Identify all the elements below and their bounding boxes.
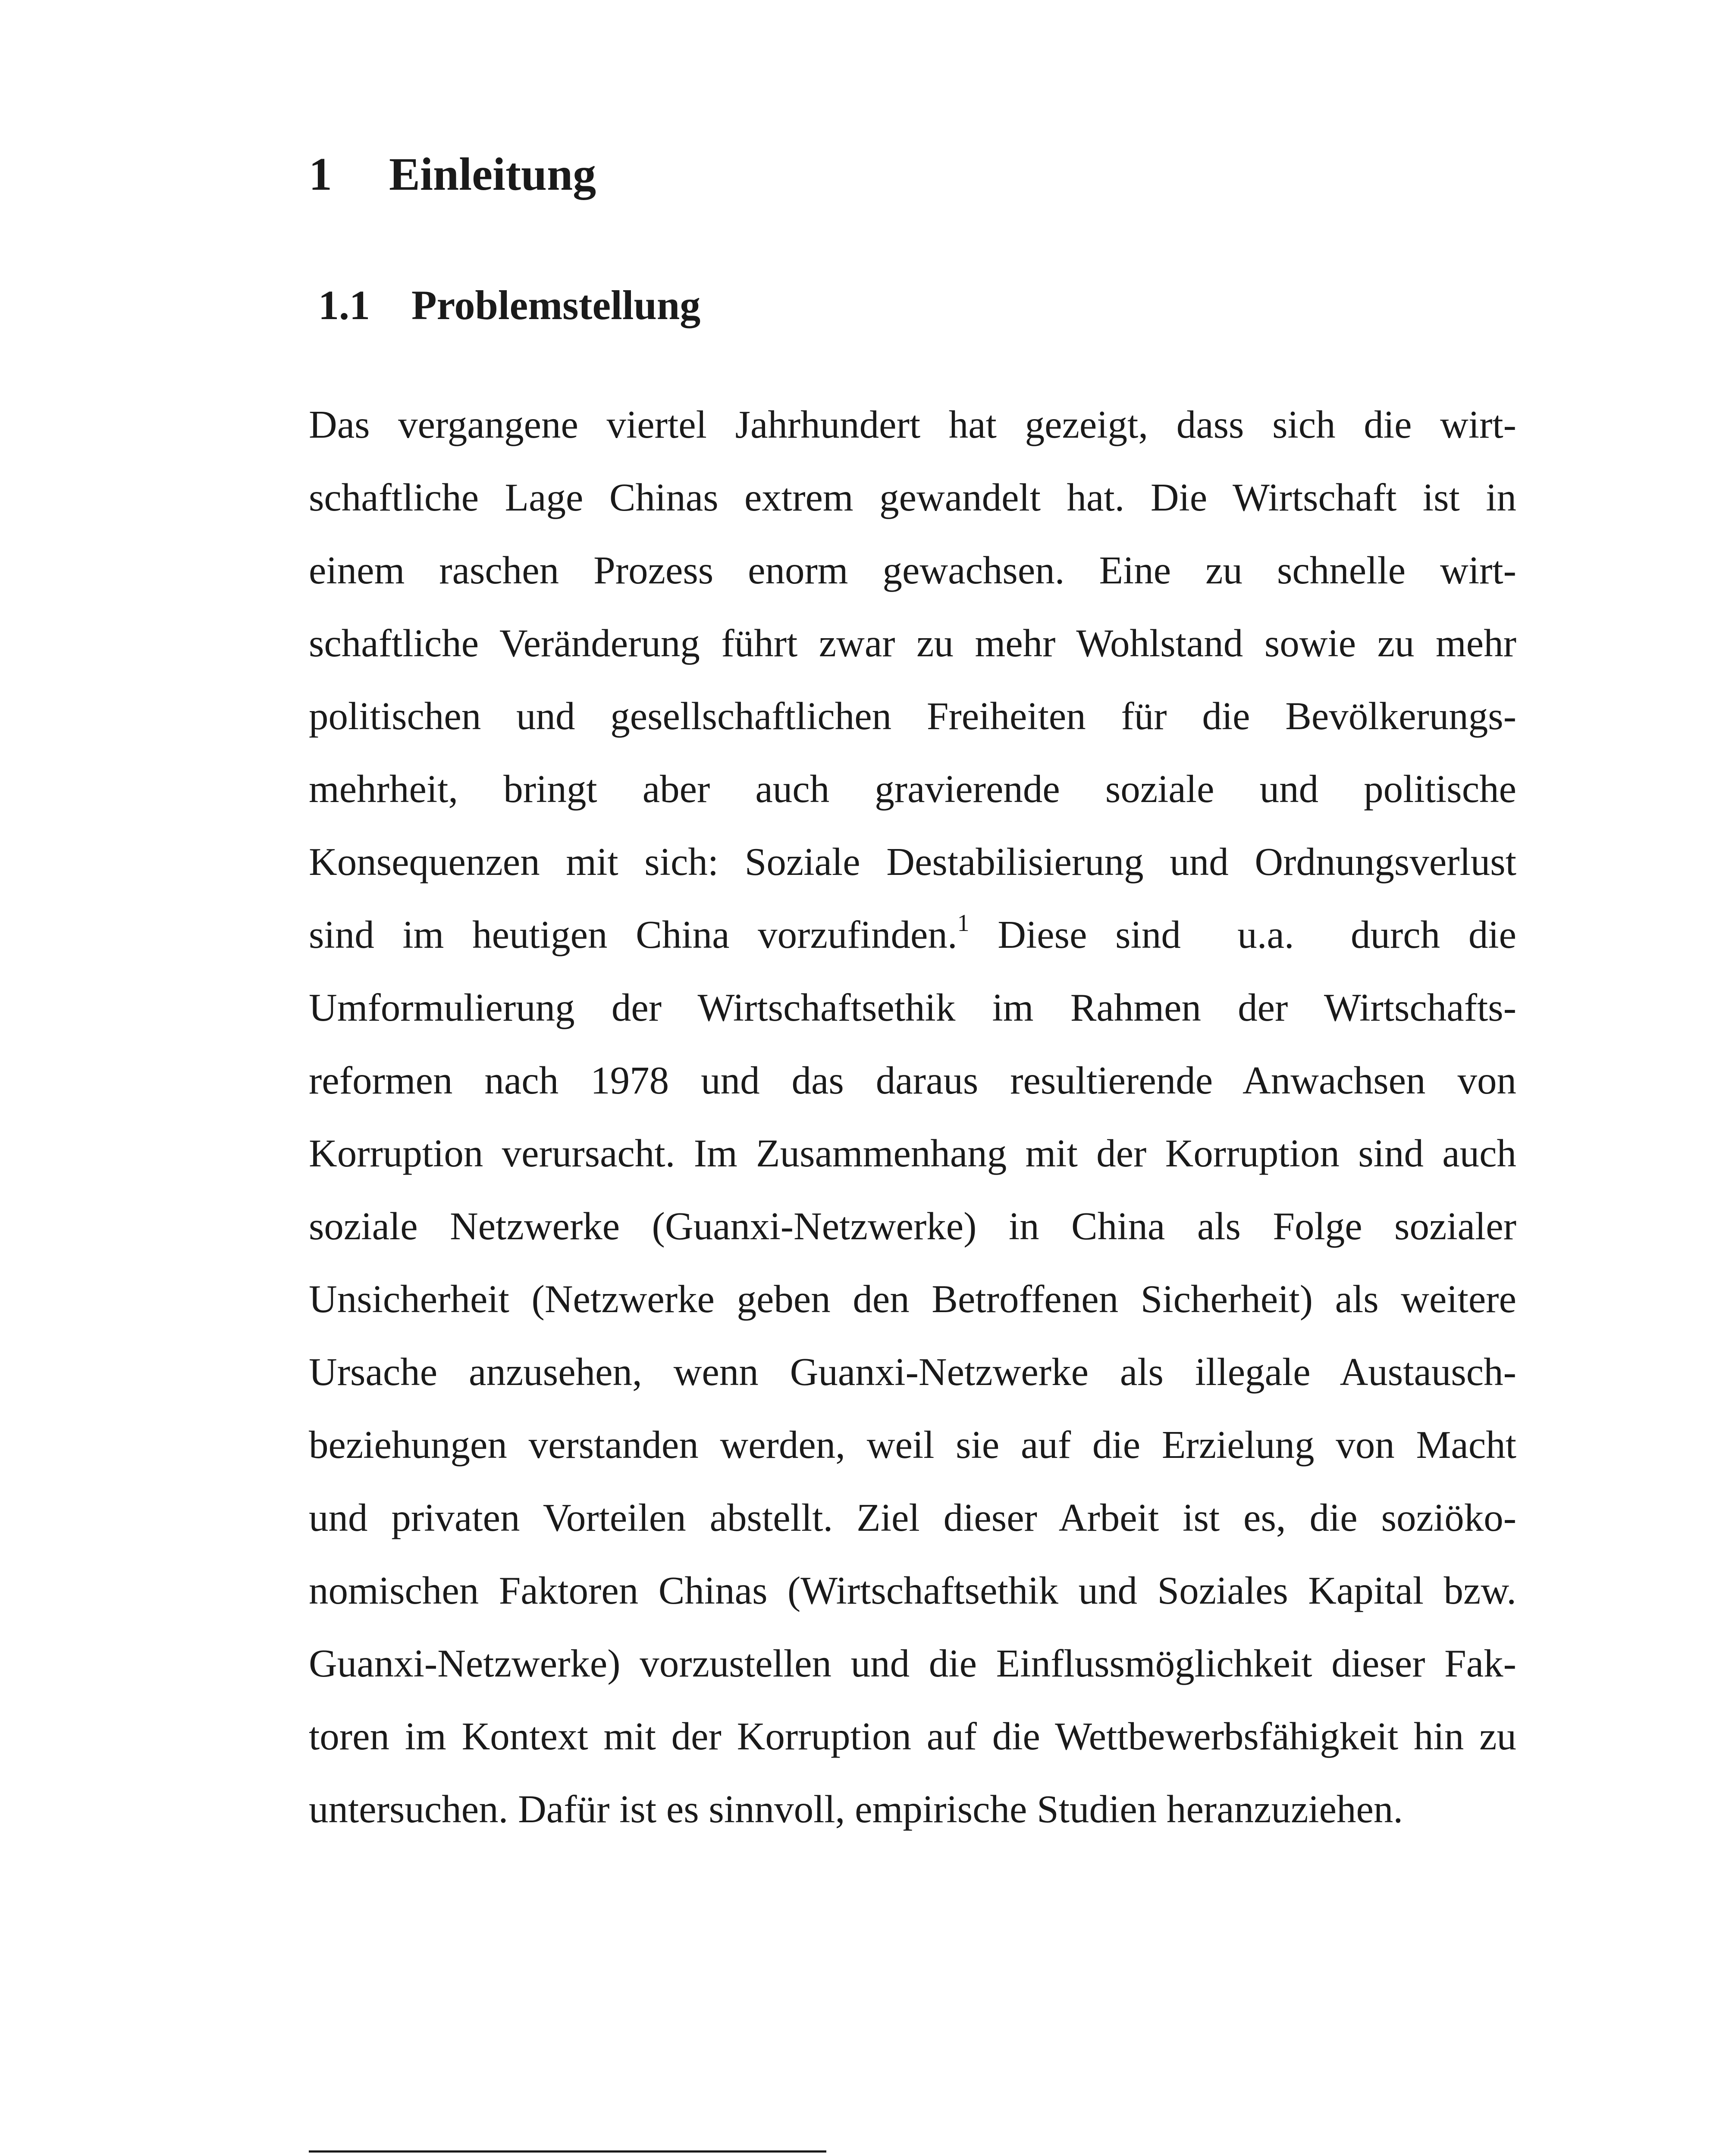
chapter-title: Einleitung xyxy=(389,149,596,200)
body-line: Das vergangene viertel Jahrhundert hat gezeigt, dass sich die wirt- xyxy=(309,403,1516,446)
body-line: Unsicherheit (Netzwerke geben den Betroffenen Sicherheit) als weitere xyxy=(309,1277,1516,1321)
body-line: Korruption verursacht. Im Zusammenhang mit der Korruption sind auch xyxy=(309,1131,1516,1175)
body-line: politischen und gesellschaftlichen Freiheiten für die Bevölkerungs- xyxy=(309,694,1516,738)
body-line-text: sind im heutigen China vorzufinden. xyxy=(309,913,957,956)
body-line: beziehungen verstanden werden, weil sie auf die Erzielung von Macht xyxy=(309,1423,1516,1467)
section-number: 1.1 xyxy=(318,282,370,328)
footnote-reference[interactable]: 1 xyxy=(957,909,970,937)
footnote-separator xyxy=(309,2150,826,2153)
body-line: schaftliche Lage Chinas extrem gewandelt hat. Die Wirtschaft ist in xyxy=(309,476,1516,519)
body-line: und privaten Vorteilen abstellt. Ziel dieser Arbeit ist es, die soziöko- xyxy=(309,1496,1516,1539)
body-line-with-footnote-ref xyxy=(309,898,1516,971)
body-line: Guanxi-Netzwerke) vorzustellen und die Einflussmöglichkeit dieser Fak- xyxy=(309,1642,1516,1685)
chapter-number: 1 xyxy=(309,149,332,200)
body-line-text: Diese sind u.a. durch die xyxy=(969,913,1516,956)
section-heading xyxy=(318,280,700,330)
body-line: schaftliche Veränderung führt zwar zu mehr Wohlstand sowie zu mehr xyxy=(309,621,1516,665)
body-line: Konsequenzen mit sich: Soziale Destabilisierung und Ordnungsverlust xyxy=(309,840,1516,884)
body-line: Ursache anzusehen, wenn Guanxi-Netzwerke als illegale Austausch- xyxy=(309,1350,1516,1394)
body-paragraph xyxy=(309,388,1516,1846)
body-line: nomischen Faktoren Chinas (Wirtschaftsethik und Soziales Kapital bzw. xyxy=(309,1569,1516,1612)
body-line: mehrheit, bringt aber auch gravierende soziale und politische xyxy=(309,767,1516,811)
body-line: einem raschen Prozess enorm gewachsen. Eine zu schnelle wirt- xyxy=(309,548,1516,592)
body-line: toren im Kontext mit der Korruption auf die Wettbewerbsfähigkeit hin zu xyxy=(309,1714,1516,1758)
body-line: soziale Netzwerke (Guanxi-Netzwerke) in China als Folge sozialer xyxy=(309,1204,1516,1248)
body-line: reformen nach 1978 und das daraus resultierende Anwachsen von xyxy=(309,1059,1516,1102)
chapter-heading xyxy=(309,147,596,203)
body-line: Umformulierung der Wirtschaftsethik im Rahmen der Wirtschafts- xyxy=(309,986,1516,1029)
body-line: untersuchen. Dafür ist es sinnvoll, empirische Studien heranzuziehen. xyxy=(309,1787,1403,1831)
section-title: Problemstellung xyxy=(411,282,701,328)
